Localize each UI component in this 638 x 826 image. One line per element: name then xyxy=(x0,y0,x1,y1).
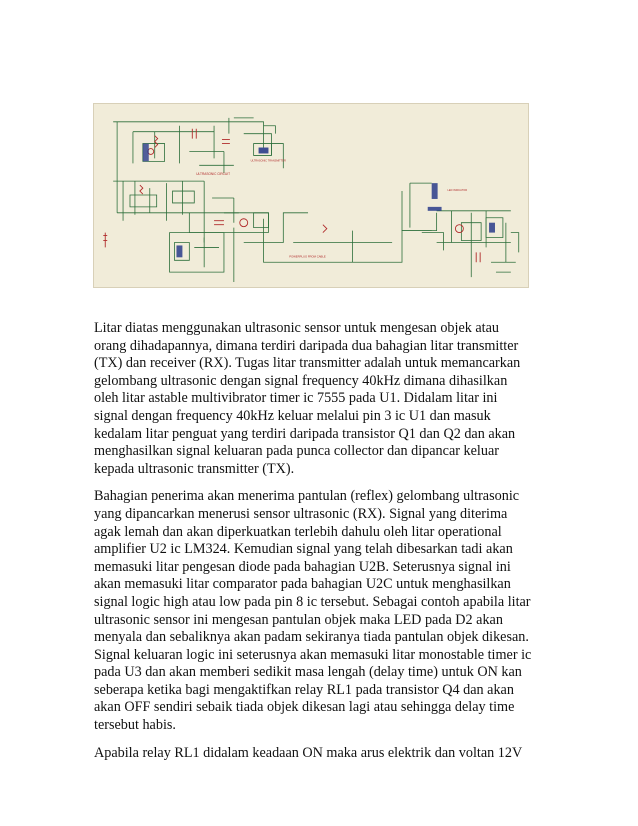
paragraph-receiver: Bahagian penerima akan menerima pantulan (reflex) gelombang ultrasonic yang dipancarkan menerusi sensor ultrasonic (RX). Signal yang diterima agak lemah dan akan diperkuatkan terlebih dahulu oleh litar operational amplifier U2 ic LM324. Kemudian signal yang telah dibesarkan tadi akan memasuki litar pengesan diode pada bahagian U2B. Seterusnya signal ini akan memasuki litar comparator pada bahagian U2C untuk menghasilkan signal logic high atau low pada pin 8 ic tersebut. Sebagai contoh apabila litar ultrasonic sensor ini mengesan pantulan objek maka LED pada D2 akan menyala dan sebaliknya akan padam sekiranya tiada pantulan objek dikesan. Signal keluaran logic ini seterusnya akan memasuki litar monostable timer ic pada U3 dan akan memberi sedikit masa lengah (delay time) untuk ON kan seberapa ketika bagi mengaktifkan relay RL1 pada transistor Q4 dan akan akan OFF sendiri sebaik tiada objek dikesan lagi atau sehingga delay time tersebut habis. xyxy=(94,488,532,734)
schematic-drawing xyxy=(94,104,528,287)
schematic-chips xyxy=(143,144,495,258)
label-led-indicator: LED INDICATOR xyxy=(447,189,468,193)
schematic-components xyxy=(103,129,480,263)
label-powerplug: POWERPLUG FROM CABLE xyxy=(289,255,326,259)
circuit-schematic xyxy=(93,103,529,288)
label-ultrasonic-transmitter: ULTRASONIC TRANSMITTER xyxy=(250,159,286,163)
paragraph-relay: Apabila relay RL1 didalam keadaan ON maka arus elektrik dan voltan 12V xyxy=(94,744,523,761)
label-ultrasonic-circuit: ULTRASONIC CIRCUIT xyxy=(196,172,231,177)
paragraph-transmitter: Litar diatas menggunakan ultrasonic sensor untuk mengesan objek atau orang dihadapannya, dimana terdiri daripada dua bahagian litar transmitter (TX) dan receiver (RX). Tugas litar transmitter adalah untuk memancarkan gelombang ultrasonic dengan signal frequency 40kHz dimana dihasilkan oleh litar astable multivibrator timer ic 7555 pada U1. Didalam litar ini signal dengan frequency 40kHz keluar melalui pin 3 ic U1 dan masuk kedalam litar penguat yang terdiri daripada transistor Q1 dan Q2 dan akan menghasilkan signal keluaran pada punca collector dan dipancar keluar kepada ultrasonic transmitter (TX). xyxy=(94,320,521,477)
document-body xyxy=(94,320,546,772)
